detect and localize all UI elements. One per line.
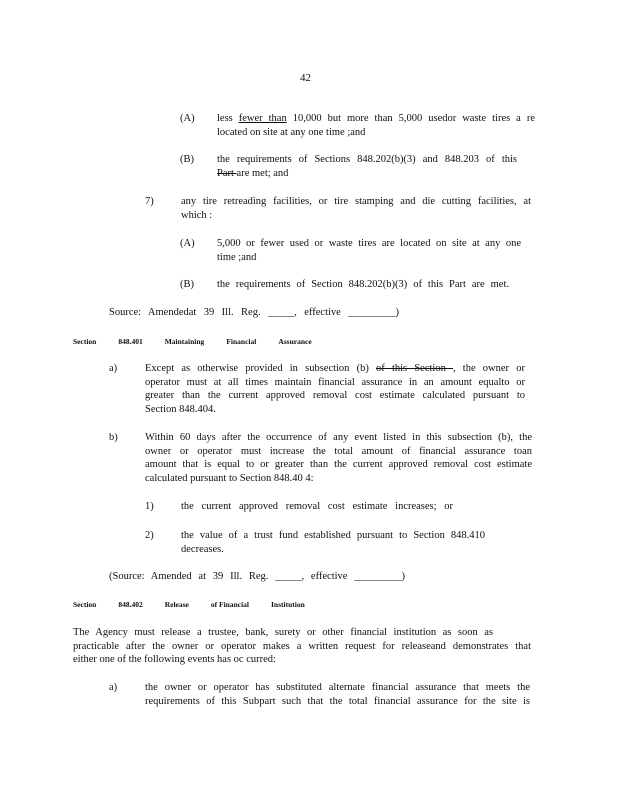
text-line: amount that is equal to or greater than the current approved removal cost estimate xyxy=(145,459,532,470)
section-title-word: Release xyxy=(164,600,189,609)
source-note: (Source: Amended at 39 Ill. Reg. _____, effective _________) xyxy=(109,571,405,582)
item-label: 2) xyxy=(145,530,154,541)
deleted-text: Part xyxy=(217,167,237,179)
text-line: requirements of this Subpart such that the total financial assurance for the site is xyxy=(145,695,530,707)
text-line: Section 848.404. xyxy=(145,403,216,415)
item-label: a) xyxy=(109,363,118,374)
text-line: decreases. xyxy=(181,543,224,555)
item-label: (A) xyxy=(180,238,195,249)
deleted-text: of this Section xyxy=(376,363,453,374)
text-run: less xyxy=(217,113,239,124)
text-line: the value of a trust fund established pursuant to Section 848.410 xyxy=(181,530,485,541)
text-line: practicable after the owner or operator makes a written request for releaseand demonstrates that xyxy=(73,640,531,652)
item-text xyxy=(181,529,485,556)
item-text xyxy=(145,431,532,485)
section-title-word: Institution xyxy=(271,600,305,609)
item-label: a) xyxy=(109,682,118,693)
text-run: Except as otherwise provided in subsection (b) xyxy=(145,363,377,374)
section-heading xyxy=(73,337,334,347)
text-line: greater than the current approved removal cost estimate calculated pursuant to xyxy=(145,390,525,401)
text-line: the requirements of Section 848.202(b)(3) of this Part are met. xyxy=(217,279,509,290)
section-heading xyxy=(73,600,327,610)
item-text xyxy=(217,237,521,264)
item-text xyxy=(181,195,531,222)
text-line: either one of the following events has oc curred: xyxy=(73,654,276,665)
text-line: operator must at all times maintain financial assurance in an amount equalto or xyxy=(145,376,525,388)
item-text xyxy=(217,112,535,139)
text-line: Within 60 days after the occurrence of any event listed in this subsection (b), the xyxy=(145,432,532,443)
text-line: any tire retreading facilities, or tire stamping and die cutting facilities, at xyxy=(181,196,531,207)
text-line: which : xyxy=(181,209,213,221)
section-title-word: Assurance xyxy=(278,337,312,346)
item-text xyxy=(217,153,517,180)
text-line: calculated pursuant to Section 848.40 4: xyxy=(145,472,314,484)
text-run: are met; and xyxy=(236,167,289,179)
item-text xyxy=(181,500,453,514)
item-text xyxy=(217,278,509,292)
section-word: Section xyxy=(73,337,97,346)
section-title-word: of Financial xyxy=(210,600,250,609)
text-line: the owner or operator has substituted alternate financial assurance that meets the xyxy=(145,682,530,693)
text-run: , the owner or xyxy=(453,363,525,374)
section-title-word: Financial xyxy=(226,337,257,346)
inserted-text: fewer than xyxy=(238,113,287,124)
item-label: 1) xyxy=(145,501,154,512)
section-id: 848.401 xyxy=(118,337,143,346)
source-note: Source: Amendedat 39 Ill. Reg. _____, effective _________) xyxy=(109,307,399,318)
item-label: (B) xyxy=(180,279,194,290)
text-line: 5,000 or fewer used or waste tires are located on site at any one xyxy=(217,238,521,249)
text-line: time ;and xyxy=(217,251,257,263)
text-line: located on site at any one time ;and xyxy=(217,126,366,138)
item-text xyxy=(145,681,530,708)
item-label: b) xyxy=(109,432,118,443)
item-label: 7) xyxy=(145,196,154,207)
text-line: owner or operator must increase the total amount of financial assurance toan xyxy=(145,445,532,457)
section-paragraph xyxy=(73,626,531,667)
section-id: 848.402 xyxy=(118,600,143,609)
text-line: the current approved removal cost estimate increases; or xyxy=(181,501,453,512)
text-line: The Agency must release a trustee, bank, surety or other financial institution as soon as xyxy=(73,627,493,638)
section-title-word: Maintaining xyxy=(164,337,205,346)
text-line: the requirements of Sections 848.202(b)(3) and 848.203 of this xyxy=(217,154,517,165)
item-label: (B) xyxy=(180,154,194,165)
section-word: Section xyxy=(73,600,97,609)
item-label: (A) xyxy=(180,113,195,124)
page-number: 42 xyxy=(300,72,311,84)
text-run: 10,000 but more than 5,000 usedor waste tires a re xyxy=(286,113,535,124)
item-text xyxy=(145,362,525,416)
